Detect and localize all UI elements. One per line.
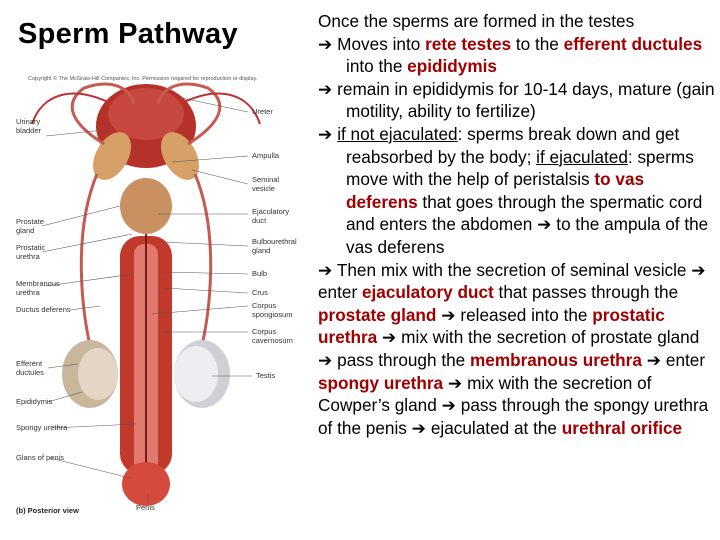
pathway-text (318, 10, 716, 439)
page-title: Sperm Pathway (18, 18, 238, 50)
label-ductus-deferens: Ductus deferens (16, 305, 71, 314)
label-bulb: Bulb (252, 269, 268, 278)
arrow-icon: ➔ (537, 214, 552, 235)
label-penis: Penis (136, 503, 155, 512)
label-epididymis: Epididymis (16, 397, 53, 406)
label-bulbourethral-gland: Bulbourethral gland (252, 237, 297, 255)
label-corpus-cavernosum: Corpus cavernosum (252, 327, 293, 345)
anatomy-figure (12, 74, 300, 520)
text-step-rete-testes: ➔ Moves into rete testes to the efferent ductules into the epididymis (318, 33, 703, 77)
arrow-icon: ➔ (441, 395, 456, 416)
glans-shape (122, 462, 170, 506)
label-prostate-gland: Prostate gland (16, 217, 44, 235)
figure-copyright: Copyright © The McGraw-Hill Companies, Inc. Permission required for reproduction or display. (28, 76, 258, 82)
figure-caption: (b) Posterior view (16, 506, 79, 515)
label-ampulla: Ampulla (252, 151, 280, 160)
label-urinary-bladder: Urinary bladder (16, 117, 42, 135)
arrow-icon: ➔ (318, 33, 333, 54)
arrow-icon: ➔ (318, 78, 333, 99)
label-efferent-ductules: Efferent ductules (16, 359, 44, 377)
text-step-maturation: ➔ remain in epididymis for 10-14 days, mature (gain motility, ability to fertilize) (318, 78, 715, 122)
text-line-1: Once the sperms are formed in the testes (318, 11, 635, 31)
label-corpus-spongiosum: Corpus spongiosum (252, 301, 293, 319)
arrow-icon: ➔ (318, 259, 333, 280)
label-crus: Crus (252, 288, 268, 297)
arrow-icon: ➔ (382, 327, 397, 348)
label-testis: Testis (256, 371, 276, 380)
label-ejaculatory-duct: Ejaculatory duct (252, 207, 290, 225)
arrow-icon: ➔ (646, 349, 662, 370)
label-membranous-urethra: Membranous urethra (16, 279, 60, 297)
label-glans-of-penis: Glans of penis (16, 453, 64, 462)
text-step-ejaculation: ➔ if not ejaculated: sperms break down and get reabsorbed by the body; if ejaculated: sperms move with the help of peristalsis to vas deferens that goes through the spermatic cord and enters the abdomen ➔ to the ampula of the vas deferens (318, 123, 709, 257)
arrow-icon: ➔ (318, 123, 333, 144)
arrow-icon: ➔ (411, 417, 427, 438)
arrow-icon: ➔ (447, 372, 463, 393)
prostate-shape (120, 178, 172, 234)
arrow-icon: ➔ (441, 304, 456, 325)
label-seminal-vesicle: Seminal vesicle (252, 175, 280, 193)
label-ureter: Ureter (252, 107, 273, 116)
label-spongy-urethra: Spongy urethra (16, 423, 68, 432)
text-step-secretions: ➔ Then mix with the secretion of seminal vesicle ➔ enter ejaculatory duct that passes through the prostate gland ➔ released into the prostatic urethra ➔ mix with the secretion of prostate gland ➔ pass through the membranous urethra ➔ enter spongy urethra ➔ mix with the secretion of Cowper’s gland ➔ pass through the spongy urethra of the penis ➔ ejaculated at the urethral orifice (318, 259, 709, 438)
label-prostatic-urethra: Prostatic urethra (16, 243, 46, 261)
arrow-icon: ➔ (318, 349, 333, 370)
arrow-icon: ➔ (691, 259, 706, 280)
